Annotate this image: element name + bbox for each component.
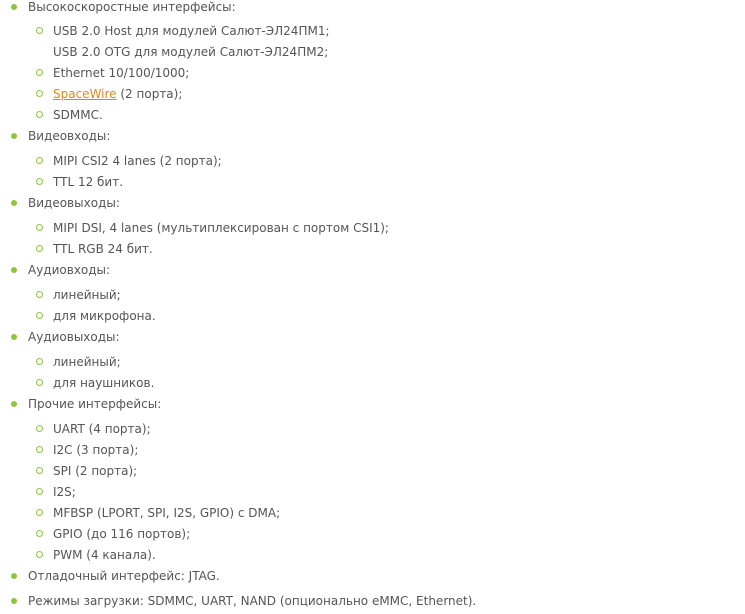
circle-bullet-icon [36,358,43,365]
circle-bullet-icon [36,178,43,185]
circle-bullet-icon [36,224,43,231]
bullet-icon [11,133,17,139]
list-item: Отладочный интерфейс: JTAG. [28,569,220,583]
circle-bullet-icon [36,111,43,118]
list-item: Аудиовходы: [28,263,111,277]
sub-list-item: линейный; [53,355,121,369]
sub-list-item: для наушников. [53,376,155,390]
list-item: Аудиовыходы: [28,330,120,344]
sub-list-item [53,87,182,101]
list-item: Видеовходы: [28,129,111,143]
circle-bullet-icon [36,291,43,298]
bullet-icon [11,267,17,273]
circle-bullet-icon [36,530,43,537]
sub-list-item: MFBSP (LPORT, SPI, I2S, GPIO) с DMA; [53,506,281,520]
sub-list-item-text: (2 порта); [116,87,183,101]
spacewire-link[interactable]: SpaceWire [53,87,117,101]
bullet-icon [11,334,17,340]
circle-bullet-icon [36,27,43,34]
sub-list-item: SDMMC. [53,108,103,122]
circle-bullet-icon [36,425,43,432]
list-item: Прочие интерфейсы: [28,397,162,411]
circle-bullet-icon [36,245,43,252]
list-item: Видеовыходы: [28,196,120,210]
bullet-icon [11,598,17,604]
circle-bullet-icon [36,157,43,164]
sub-list-item: I2S; [53,485,76,499]
sub-list-item: Ethernet 10/100/1000; [53,66,190,80]
sub-list-item: линейный; [53,288,121,302]
sub-list-item: MIPI CSI2 4 lanes (2 порта); [53,154,222,168]
circle-bullet-icon [36,312,43,319]
sub-list-item: USB 2.0 Host для модулей Салют-ЭЛ24ПМ1; [53,24,330,38]
bullet-icon [11,401,17,407]
sub-list-item: UART (4 порта); [53,422,151,436]
circle-bullet-icon [36,509,43,516]
sub-list-item: I2C (3 порта); [53,443,139,457]
sub-list-item: MIPI DSI, 4 lanes (мультиплексирован с портом CSI1); [53,221,389,235]
bullet-icon [11,200,17,206]
bullet-icon [11,4,17,10]
circle-bullet-icon [36,446,43,453]
bullet-icon [11,573,17,579]
list-item: Режимы загрузки: SDMMC, UART, NAND (опционально eMMC, Ethernet). [28,594,477,608]
sub-list-item-continued: USB 2.0 OTG для модулей Салют-ЭЛ24ПМ2; [53,45,329,59]
circle-bullet-icon [36,467,43,474]
circle-bullet-icon [36,488,43,495]
circle-bullet-icon [36,379,43,386]
sub-list-item: SPI (2 порта); [53,464,138,478]
list-item: Высокоскоростные интерфейсы: [28,0,236,14]
sub-list-item: TTL 12 бит. [53,175,124,189]
sub-list-item: TTL RGB 24 бит. [53,242,153,256]
circle-bullet-icon [36,90,43,97]
sub-list-item: GPIO (до 116 портов); [53,527,191,541]
sub-list-item: для микрофона. [53,309,156,323]
sub-list-item: PWM (4 канала). [53,548,156,562]
circle-bullet-icon [36,551,43,558]
circle-bullet-icon [36,69,43,76]
